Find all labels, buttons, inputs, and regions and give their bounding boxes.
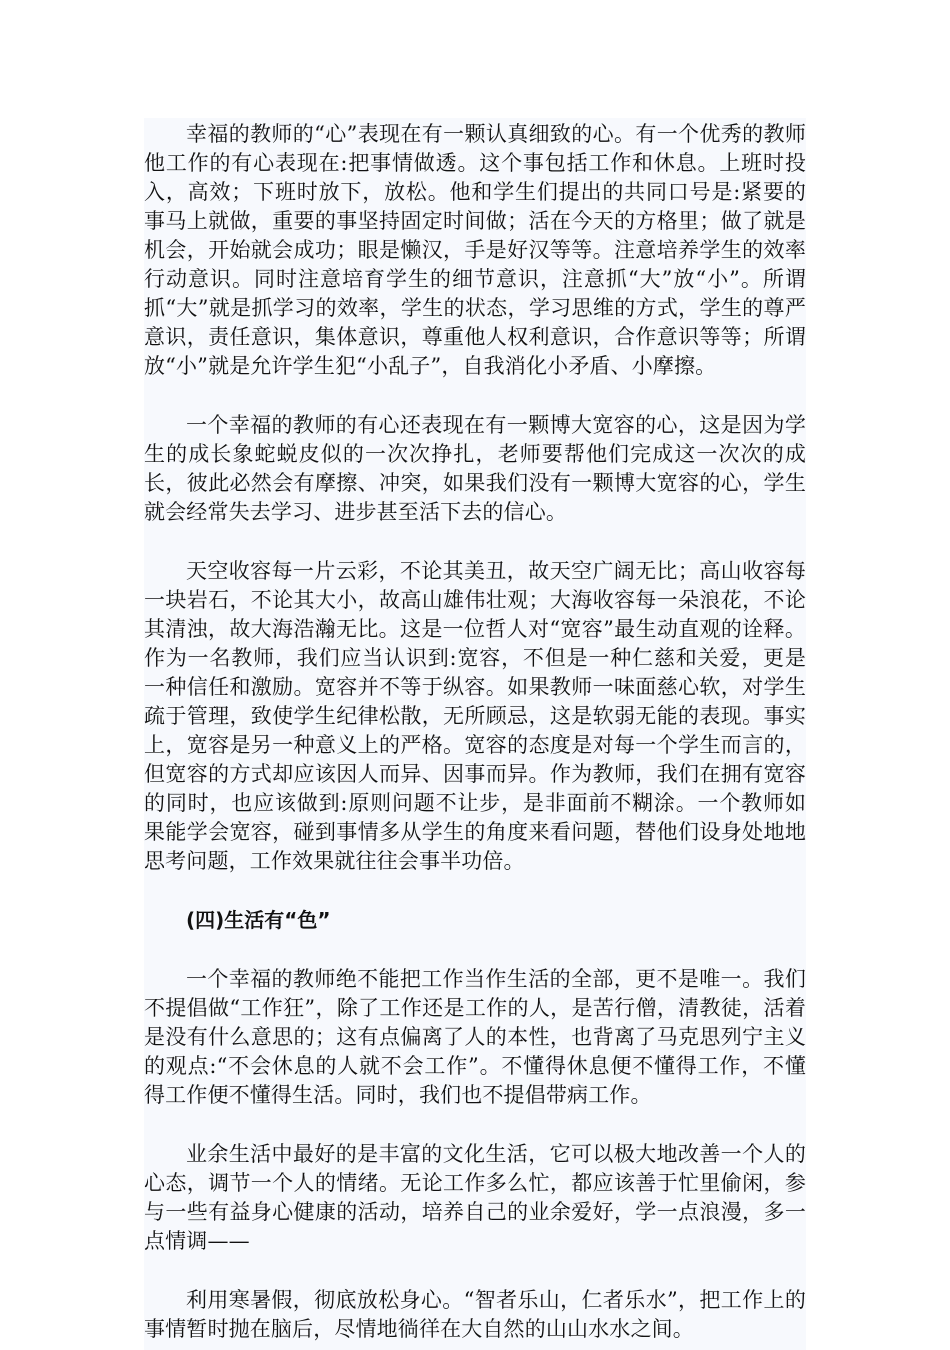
paragraph-holidays: 利用寒暑假，彻底放松身心。“智者乐山，仁者乐水”，把工作上的事情暂时抛在脑后，尽情地徜徉在大自然的山山水水之间。: [144, 1288, 806, 1341]
document-body: [144, 118, 806, 1350]
paragraph-cultural-life: 业余生活中最好的是丰富的文化生活，它可以极大地改善一个人的心态，调节一个人的情绪。无论工作多么忙，都应该善于忙里偷闲，参与一些有益身心健康的活动，培养自己的业余爱好，学一点浪漫，多一点情调——: [144, 1142, 806, 1253]
paragraph-tolerance-meaning: 天空收容每一片云彩，不论其美丑，故天空广阔无比；高山收容每一块岩石，不论其大小，故高山雄伟壮观；大海收容每一朵浪花，不论其清浊，故大海浩瀚无比。这是一位哲人对“宽容”最生动直观的诠释。作为一名教师，我们应当认识到:宽容，不但是一种仁慈和关爱，更是一种信任和激励。宽容并不等于纵容。如果教师一味面慈心软，对学生疏于管理，致使学生纪律松散，无所顾忌，这是软弱无能的表现。事实上，宽容是另一种意义上的严格。宽容的态度是对每一个学生而言的，但宽容的方式却应该因人而异、因事而异。作为教师，我们在拥有宽容的同时，也应该做到:原则问题不让步，是非面前不糊涂。一个教师如果能学会宽容，碰到事情多从学生的角度来看问题，替他们设身处地地思考问题，工作效果就往往会事半功倍。: [144, 559, 806, 873]
paragraph-tolerant-heart: 一个幸福的教师的有心还表现在有一颗博大宽容的心，这是因为学生的成长象蛇蜕皮似的一次次挣扎，老师要帮他们完成这一次次的成长，彼此必然会有摩擦、冲突，如果我们没有一颗博大宽容的心，学生就会经常失去学习、进步甚至活下去的信心。: [144, 413, 806, 524]
paragraph-not-workaholic: 一个幸福的教师绝不能把工作当作生活的全部，更不是唯一。我们不提倡做“工作狂”，除了工作还是工作的人，是苦行僧，清教徒，活着是没有什么意思的；这有点偏离了人的本性，也背离了马克思列宁主义的观点:“不会休息的人就不会工作”。不懂得休息便不懂得工作，不懂得工作便不懂得生活。同时，我们也不提倡带病工作。: [144, 967, 806, 1107]
section-heading-life-color: (四)生活有“色”: [186, 908, 331, 932]
paragraph-heart-detail: 幸福的教师的“心”表现在有一颗认真细致的心。有一个优秀的教师他工作的有心表现在:把事情做透。这个事包括工作和休息。上班时投入，高效；下班时放下，放松。他和学生们提出的共同口号是:紧要的事马上就做，重要的事坚持固定时间做；活在今天的方格里；做了就是机会，开始就会成功；眼是懒汉，手是好汉等等。注意培养学生的效率行动意识。同时注意培育学生的细节意识，注意抓“大”放“小”。所谓抓“大”就是抓学习的效率，学生的状态，学习思维的方式，学生的尊严意识，责任意识，集体意识，尊重他人权利意识，合作意识等等；所谓放“小”就是允许学生犯“小乱子”，自我消化小矛盾、小摩擦。: [144, 122, 806, 378]
